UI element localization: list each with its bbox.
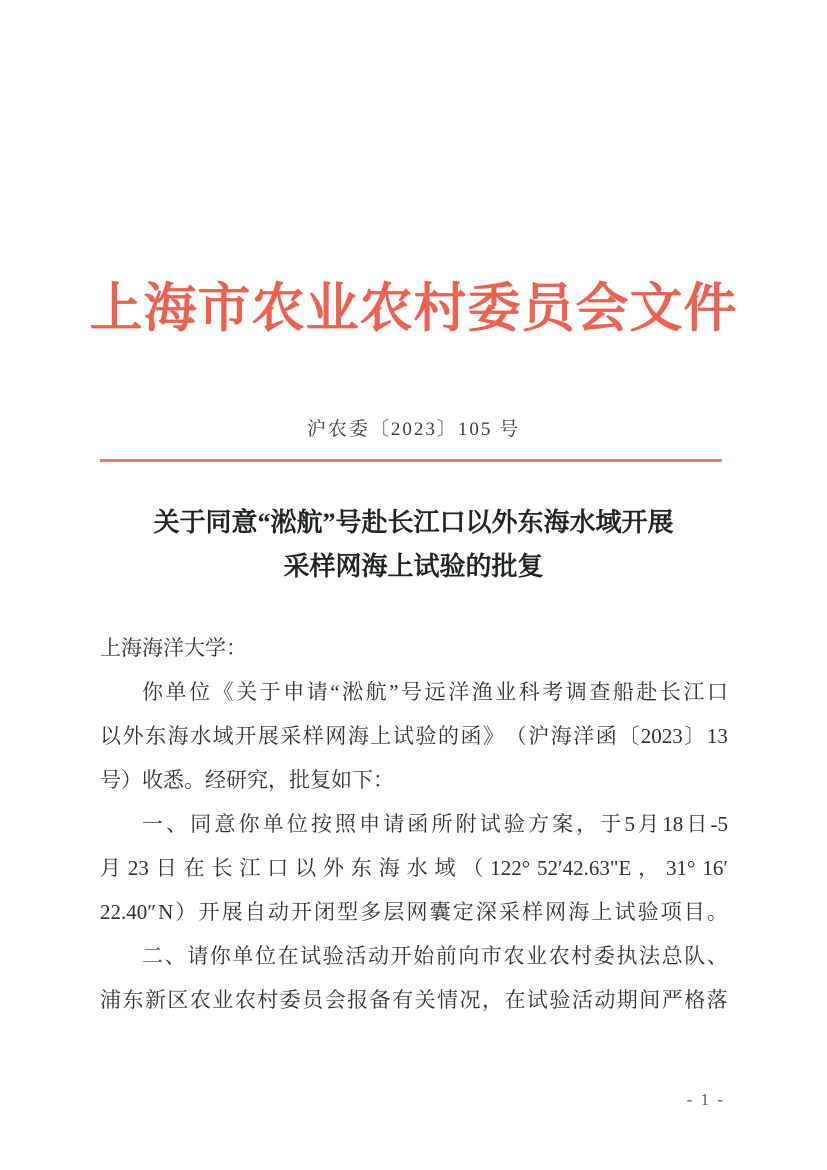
text-token: 口 <box>706 680 728 704</box>
text-token: 5 <box>624 812 635 836</box>
body-text-line: 上海海洋大学： <box>100 636 247 660</box>
text-token: 、 <box>166 812 188 836</box>
text-token: 深 <box>475 900 497 924</box>
text-token: 开 <box>198 900 220 924</box>
text-token: 二 <box>142 944 163 968</box>
text-token: 你 <box>209 944 231 968</box>
text-token: 法 <box>639 944 661 968</box>
text-token: 间 <box>639 988 661 1012</box>
text-token: 以 <box>100 724 121 748</box>
text-token: 号 <box>401 680 423 704</box>
text-token: 淞 <box>342 680 364 704</box>
text-token: 海 <box>167 724 189 748</box>
text-token: 22.40″ <box>100 900 156 924</box>
text-token: 会 <box>324 988 346 1012</box>
text-token: 申 <box>283 680 305 704</box>
text-token: 落 <box>706 988 728 1012</box>
text-token: 照 <box>335 812 356 836</box>
text-token: 18 <box>662 812 684 836</box>
text-token: 报 <box>347 988 369 1012</box>
text-token: 试 <box>614 900 636 924</box>
text-token: 海 <box>550 724 572 748</box>
body-text-line <box>100 934 728 978</box>
text-token: “ <box>330 680 340 704</box>
text-token: 31° <box>666 856 696 880</box>
text-token: 始 <box>413 944 435 968</box>
text-token: 江 <box>239 856 261 880</box>
text-token: 请 <box>306 680 328 704</box>
text-token: 农 <box>234 988 256 1012</box>
text-token: 长 <box>211 856 233 880</box>
text-token: 同 <box>190 812 212 836</box>
text-token: 水 <box>406 856 428 880</box>
text-token: 52′42.63"E <box>537 856 632 880</box>
text-token: 村 <box>571 944 593 968</box>
text-token: 区 <box>167 988 189 1012</box>
text-token: 申 <box>359 812 381 836</box>
text-token: 江 <box>683 680 705 704</box>
text-token: 于 <box>600 812 622 836</box>
text-token: 方 <box>528 812 549 836</box>
text-token: 东 <box>350 856 372 880</box>
text-token: 样 <box>302 724 324 748</box>
text-token: 单 <box>232 944 254 968</box>
text-token: 外 <box>122 724 144 748</box>
text-token: 委 <box>593 944 615 968</box>
text-token: 在 <box>504 988 526 1012</box>
text-token: 航 <box>365 680 387 704</box>
text-token: 闭 <box>314 900 336 924</box>
body-text-line <box>100 890 728 934</box>
text-token: 所 <box>431 812 453 836</box>
text-token: 况 <box>459 988 481 1012</box>
text-token: ， <box>576 812 598 836</box>
text-token: 定 <box>452 900 474 924</box>
document-body <box>100 626 728 1022</box>
text-token: 你 <box>142 680 163 704</box>
text-token: 开 <box>390 944 412 968</box>
text-token: 验 <box>415 724 437 748</box>
text-token: 请 <box>187 944 209 968</box>
text-token: 海 <box>378 856 400 880</box>
text-token: 你 <box>238 812 260 836</box>
text-token: 以 <box>295 856 317 880</box>
text-token: 科 <box>518 680 540 704</box>
text-token: 沪 <box>528 724 550 748</box>
text-token: 委 <box>279 988 301 1012</box>
text-token: 洋 <box>448 680 470 704</box>
text-token: 《 <box>212 680 234 704</box>
text-token: 村 <box>257 988 279 1012</box>
text-token: 23 <box>127 856 149 880</box>
text-token: 农 <box>189 988 211 1012</box>
text-token: 长 <box>659 680 681 704</box>
text-token: 动 <box>267 900 289 924</box>
text-token: 囊 <box>429 900 451 924</box>
body-text-line <box>100 670 728 714</box>
text-token: 附 <box>455 812 477 836</box>
document-title <box>0 501 827 589</box>
text-token: 动 <box>594 988 616 1012</box>
text-token: 采 <box>498 900 520 924</box>
text-token: 查 <box>589 680 611 704</box>
text-token: 农 <box>503 944 525 968</box>
text-token: 函 <box>407 812 429 836</box>
text-token: 目 <box>683 900 705 924</box>
text-token: 样 <box>522 900 544 924</box>
text-token: 域 <box>434 856 456 880</box>
text-token: 层 <box>383 900 405 924</box>
text-token: 执 <box>616 944 638 968</box>
text-token: 严 <box>661 988 683 1012</box>
text-token: 日 <box>155 856 177 880</box>
text-token: 试 <box>526 988 548 1012</box>
text-token: 员 <box>302 988 324 1012</box>
text-token: 2023 <box>640 724 683 748</box>
body-text-line <box>100 802 728 846</box>
body-text-line <box>100 978 728 1022</box>
text-token: 外 <box>323 856 344 880</box>
text-token: 总 <box>661 944 683 968</box>
text-token: 的 <box>437 724 459 748</box>
text-token: 开 <box>290 900 312 924</box>
text-token: 函 <box>595 724 617 748</box>
text-token: 备 <box>369 988 391 1012</box>
text-token: 案 <box>552 812 574 836</box>
agency-banner-title: 上海市农业农村委员会文件 <box>89 280 738 338</box>
text-token: 关 <box>414 988 436 1012</box>
text-token: 格 <box>684 988 706 1012</box>
text-token: 队 <box>684 944 706 968</box>
text-token: 开 <box>235 724 257 748</box>
text-token: 上 <box>591 900 613 924</box>
text-token: 》 <box>483 724 505 748</box>
text-token: 项 <box>660 900 682 924</box>
text-token: 采 <box>280 724 302 748</box>
text-token: 上 <box>370 724 392 748</box>
text-token: 月 <box>638 812 660 836</box>
text-token: 单 <box>262 812 284 836</box>
document-title-line-1: 关于同意“淞航”号赴长江口以外东海水域开展 <box>153 508 674 537</box>
text-token: N <box>158 900 174 924</box>
text-token: 赴 <box>636 680 658 704</box>
text-token: 试 <box>479 812 501 836</box>
text-token: 远 <box>424 680 446 704</box>
text-token: 浦 <box>100 988 121 1012</box>
text-token: 口 <box>267 856 289 880</box>
text-token: 在 <box>183 856 205 880</box>
text-token: 验 <box>549 988 571 1012</box>
text-token: 月 <box>100 856 121 880</box>
text-token: 位 <box>286 812 308 836</box>
text-token: 市 <box>480 944 502 968</box>
text-token: 验 <box>637 900 659 924</box>
text-token: ） <box>175 900 197 924</box>
text-token: 水 <box>190 724 212 748</box>
text-token: 业 <box>212 988 234 1012</box>
text-token: 位 <box>254 944 276 968</box>
body-text-line: 号）收悉。经研究，批复如下： <box>100 768 394 792</box>
text-token: 有 <box>392 988 414 1012</box>
body-text-line <box>100 714 728 758</box>
text-token: 、 <box>164 944 186 968</box>
text-token: 日 <box>686 812 708 836</box>
body-text-line <box>100 846 728 890</box>
page-number: - 1 - <box>686 1090 725 1109</box>
text-token: 意 <box>214 812 236 836</box>
text-token: 网 <box>406 900 428 924</box>
text-token: 展 <box>257 724 279 748</box>
text-token: 多 <box>360 900 382 924</box>
text-token: 13 <box>706 724 728 748</box>
text-token: 洋 <box>573 724 595 748</box>
text-token: 请 <box>383 812 405 836</box>
text-token: 期 <box>616 988 638 1012</box>
text-token: 〔 <box>618 724 640 748</box>
text-token: 动 <box>367 944 389 968</box>
text-token: 船 <box>612 680 634 704</box>
text-token: 〕 <box>684 724 706 748</box>
text-token: ， <box>481 988 503 1012</box>
text-token: 于 <box>259 680 281 704</box>
text-token: 域 <box>212 724 234 748</box>
text-token: 业 <box>495 680 517 704</box>
text-token: ， <box>638 856 660 880</box>
text-token: 验 <box>503 812 525 836</box>
text-token: 在 <box>277 944 299 968</box>
text-token: -5 <box>710 812 728 836</box>
text-token: 活 <box>345 944 367 968</box>
text-token: 、 <box>706 944 728 968</box>
text-token: 前 <box>435 944 457 968</box>
text-token: ” <box>389 680 399 704</box>
text-token: 东 <box>145 724 167 748</box>
text-token: 122° <box>490 856 531 880</box>
text-token: 试 <box>392 724 414 748</box>
text-token: 验 <box>322 944 344 968</box>
text-token: 调 <box>565 680 587 704</box>
text-token: 展 <box>221 900 243 924</box>
text-token: 向 <box>458 944 480 968</box>
text-token: 16′ <box>702 856 728 880</box>
text-token: 业 <box>526 944 548 968</box>
text-token: 函 <box>460 724 482 748</box>
text-token: 自 <box>244 900 266 924</box>
text-token: 型 <box>337 900 359 924</box>
text-token: 农 <box>548 944 570 968</box>
document-number: 沪农委〔2023〕105 号 <box>306 419 521 440</box>
text-token: （ <box>505 724 527 748</box>
text-token: 考 <box>542 680 564 704</box>
text-token: 单 <box>165 680 187 704</box>
text-token: 新 <box>144 988 166 1012</box>
text-token: 按 <box>310 812 332 836</box>
text-token: 情 <box>437 988 459 1012</box>
document-title-line-2: 采样网海上试验的批复 <box>283 552 544 581</box>
text-token: 海 <box>568 900 590 924</box>
text-token: 一 <box>142 812 163 836</box>
text-token: 关 <box>236 680 258 704</box>
text-token: （ <box>462 856 484 880</box>
text-token: 位 <box>189 680 211 704</box>
text-token: 活 <box>571 988 593 1012</box>
red-divider-rule <box>100 459 722 462</box>
text-token: 渔 <box>471 680 493 704</box>
text-token: 海 <box>347 724 369 748</box>
text-token: 。 <box>706 900 728 924</box>
text-token: 东 <box>122 988 144 1012</box>
text-token: 试 <box>300 944 322 968</box>
text-token: 网 <box>545 900 567 924</box>
text-token: 网 <box>325 724 347 748</box>
